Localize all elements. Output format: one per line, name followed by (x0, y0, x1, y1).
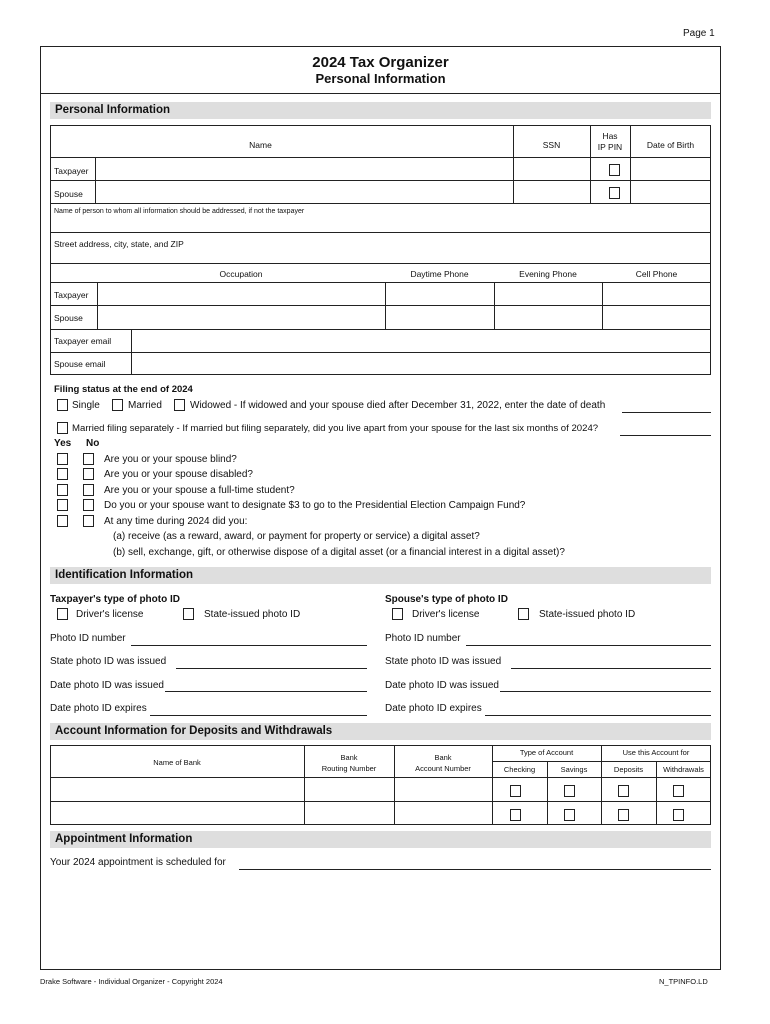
q1-no-checkbox[interactable] (83, 453, 94, 465)
personal-info-table (50, 125, 711, 375)
taxpayer-state-id-checkbox[interactable] (183, 608, 194, 620)
married-label: Married (128, 400, 162, 411)
taxpayer-email-label: Taxpayer email (54, 336, 112, 346)
header-evening-phone: Evening Phone (519, 269, 577, 279)
spouse-photo-id-number-line[interactable] (466, 645, 711, 646)
header-account-number: Bank Account Number (415, 753, 471, 773)
q5-yes-checkbox[interactable] (57, 515, 68, 527)
header-routing-number: Bank Routing Number (321, 753, 377, 773)
section-personal-information: Personal Information (50, 102, 711, 119)
title-divider (40, 93, 721, 94)
header-use-account-for: Use this Account for (622, 748, 690, 757)
taxpayer-drivers-license-checkbox[interactable] (57, 608, 68, 620)
date-of-death-line[interactable] (622, 412, 711, 413)
spouse-date-issued-label: Date photo ID was issued (385, 680, 499, 691)
taxpayer-date-expires-line[interactable] (150, 715, 367, 716)
question-student: Are you or your spouse a full-time student? (104, 485, 295, 496)
header-cell-phone: Cell Phone (635, 269, 678, 279)
spouse-date-expires-label: Date photo ID expires (385, 703, 482, 714)
spouse-drivers-license-checkbox[interactable] (392, 608, 403, 620)
section-identification: Identification Information (50, 567, 711, 584)
taxpayer-state-issued-label: State photo ID was issued (50, 656, 167, 667)
spouse-date-expires-line[interactable] (485, 715, 711, 716)
header-checking: Checking (503, 765, 536, 774)
header-occupation: Occupation (219, 269, 263, 279)
row1-checking-checkbox[interactable] (510, 785, 521, 797)
yes-header: Yes (54, 438, 72, 449)
row2-checking-checkbox[interactable] (510, 809, 521, 821)
digital-asset-sub-a: (a) receive (as a reward, award, or payment for property or service) a digital asset? (113, 531, 480, 542)
occupation-taxpayer-label: Taxpayer (54, 290, 89, 300)
taxpayer-date-expires-label: Date photo ID expires (50, 703, 147, 714)
q2-yes-checkbox[interactable] (57, 468, 68, 480)
widowed-checkbox[interactable] (174, 399, 185, 411)
mfs-label: Married filing separately - If married but filing separately, did you live apart from your spouse for the last six months of 2024? (72, 423, 599, 434)
form-subtitle: Personal Information (315, 71, 446, 86)
q3-yes-checkbox[interactable] (57, 484, 68, 496)
spouse-date-issued-line[interactable] (500, 691, 711, 692)
header-name: Name (249, 140, 272, 150)
header-savings: Savings (560, 765, 588, 774)
appointment-line[interactable] (239, 869, 711, 870)
question-digital-asset: At any time during 2024 did you: (104, 516, 248, 527)
q1-yes-checkbox[interactable] (57, 453, 68, 465)
footer-form-code: N_TPINFO.LD (659, 977, 708, 986)
row1-deposits-checkbox[interactable] (618, 785, 629, 797)
taxpayer-drivers-license-label: Driver's license (76, 609, 144, 620)
page-number: Page 1 (683, 28, 715, 39)
footer-copyright: Drake Software - Individual Organizer - Copyright 2024 (40, 977, 223, 986)
header-ssn: SSN (542, 140, 561, 150)
section-appointment-information: Appointment Information (50, 831, 711, 848)
row2-deposits-checkbox[interactable] (618, 809, 629, 821)
spouse-state-issued-label: State photo ID was issued (385, 656, 502, 667)
form-title: 2024 Tax Organizer (312, 54, 449, 71)
section-account-information: Account Information for Deposits and Withdrawals (50, 723, 711, 740)
spouse-ip-pin-checkbox[interactable] (609, 187, 620, 199)
single-label: Single (72, 400, 100, 411)
question-blind: Are you or your spouse blind? (104, 454, 237, 465)
occupation-spouse-label: Spouse (54, 313, 83, 323)
row2-savings-checkbox[interactable] (564, 809, 575, 821)
taxpayer-date-issued-label: Date photo ID was issued (50, 680, 164, 691)
street-address-label: Street address, city, state, and ZIP (54, 239, 184, 249)
addressee-label: Name of person to whom all information should be addressed, if not the taxpayer (54, 208, 305, 215)
taxpayer-state-id-label: State-issued photo ID (204, 609, 301, 620)
q5-no-checkbox[interactable] (83, 515, 94, 527)
mfs-checkbox[interactable] (57, 422, 68, 434)
spouse-state-id-checkbox[interactable] (518, 608, 529, 620)
question-disabled: Are you or your spouse disabled? (104, 469, 253, 480)
taxpayer-date-issued-line[interactable] (165, 691, 367, 692)
header-date-of-birth: Date of Birth (646, 140, 695, 150)
row2-withdrawals-checkbox[interactable] (673, 809, 684, 821)
question-election-fund: Do you or your spouse want to designate $3 to go to the Presidential Election Campaign Fund? (104, 500, 526, 511)
header-has-ip-pin: Has IP PIN (597, 131, 623, 152)
spouse-email-label: Spouse email (54, 359, 106, 369)
header-name-of-bank: Name of Bank (153, 758, 201, 767)
header-withdrawals: Withdrawals (663, 765, 704, 774)
digital-asset-sub-b: (b) sell, exchange, gift, or otherwise dispose of a digital asset (or a financial interest in a digital asset)? (113, 547, 565, 558)
taxpayer-photo-id-number-label: Photo ID number (50, 633, 126, 644)
spouse-state-issued-line[interactable] (511, 668, 711, 669)
q4-yes-checkbox[interactable] (57, 499, 68, 511)
widowed-label: Widowed - If widowed and your spouse died after December 31, 2022, enter the date of death (190, 400, 606, 411)
header-daytime-phone: Daytime Phone (410, 269, 469, 279)
spouse-state-id-label: State-issued photo ID (539, 609, 636, 620)
row-spouse-label: Spouse (54, 189, 83, 199)
q4-no-checkbox[interactable] (83, 499, 94, 511)
taxpayer-ip-pin-checkbox[interactable] (609, 164, 620, 176)
row1-savings-checkbox[interactable] (564, 785, 575, 797)
mfs-answer-line[interactable] (620, 435, 711, 436)
single-checkbox[interactable] (57, 399, 68, 411)
row-taxpayer-label: Taxpayer (54, 166, 89, 176)
q3-no-checkbox[interactable] (83, 484, 94, 496)
spouse-drivers-license-label: Driver's license (412, 609, 480, 620)
header-type-of-account: Type of Account (519, 748, 574, 757)
appointment-label: Your 2024 appointment is scheduled for (50, 857, 226, 868)
married-checkbox[interactable] (112, 399, 123, 411)
header-deposits: Deposits (613, 765, 644, 774)
filing-status-heading: Filing status at the end of 2024 (54, 384, 193, 395)
taxpayer-state-issued-line[interactable] (176, 668, 367, 669)
row1-withdrawals-checkbox[interactable] (673, 785, 684, 797)
spouse-photo-id-number-label: Photo ID number (385, 633, 461, 644)
spouse-photo-id-heading: Spouse's type of photo ID (385, 594, 508, 605)
q2-no-checkbox[interactable] (83, 468, 94, 480)
no-header: No (86, 438, 100, 449)
taxpayer-photo-id-heading: Taxpayer's type of photo ID (50, 594, 180, 605)
taxpayer-photo-id-number-line[interactable] (131, 645, 367, 646)
